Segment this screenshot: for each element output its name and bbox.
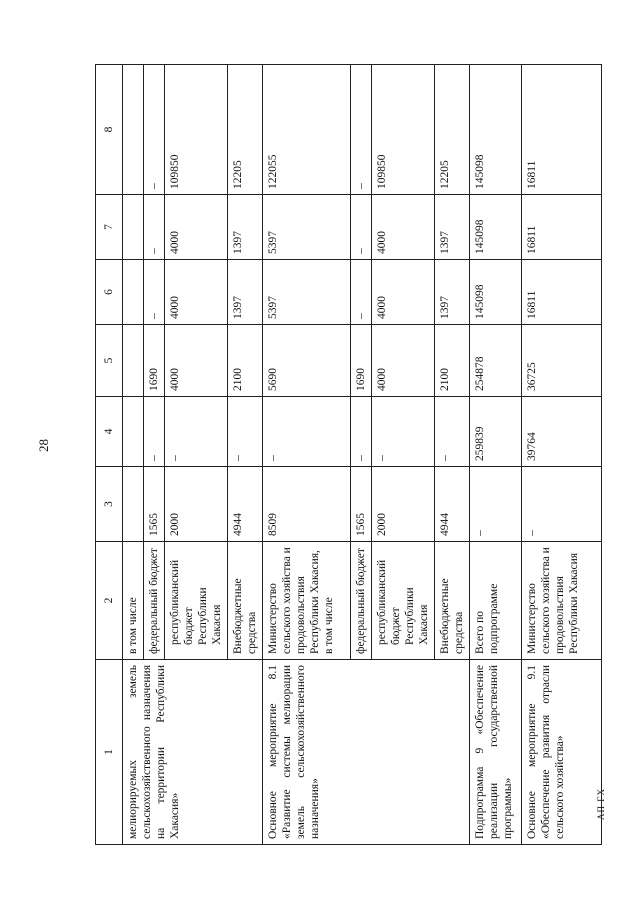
- value-cell: 109850: [372, 65, 435, 195]
- source-cell: Внебюджетные средства: [435, 542, 470, 660]
- col-header-5: 5: [96, 325, 123, 397]
- value-cell: –: [144, 65, 165, 195]
- value-cell: 2100: [435, 325, 470, 397]
- value-cell: 1690: [144, 325, 165, 397]
- value-cell: [123, 467, 144, 542]
- value-cell: 254878: [470, 325, 522, 397]
- value-cell: 1397: [228, 260, 263, 325]
- value-cell: –: [435, 397, 470, 467]
- value-cell: 1397: [228, 195, 263, 260]
- activity-name-cell: мелиорируемых земель сельскохозяйственного назначения на территории Республики Хакасия»: [123, 660, 263, 845]
- value-cell: 12205: [435, 65, 470, 195]
- value-cell: 8509: [263, 467, 351, 542]
- value-cell: [123, 397, 144, 467]
- value-cell: 4944: [435, 467, 470, 542]
- activity-name-cell: Основное мероприятие 8.1 «Развитие системы мелиорации земель сельскохозяйственного назначения»: [263, 660, 470, 845]
- value-cell: 5397: [263, 260, 351, 325]
- value-cell: 4000: [372, 325, 435, 397]
- value-cell: [123, 260, 144, 325]
- value-cell: 4000: [165, 260, 228, 325]
- value-cell: 1397: [435, 260, 470, 325]
- value-cell: –: [228, 397, 263, 467]
- value-cell: –: [144, 260, 165, 325]
- source-cell: федеральный бюджет: [144, 542, 165, 660]
- value-cell: 36725: [522, 325, 602, 397]
- col-header-1: 1: [96, 660, 123, 845]
- col-header-6: 6: [96, 260, 123, 325]
- value-cell: 122055: [263, 65, 351, 195]
- value-cell: 16811: [522, 65, 602, 195]
- value-cell: –: [372, 397, 435, 467]
- value-cell: 2000: [165, 467, 228, 542]
- value-cell: 2100: [228, 325, 263, 397]
- table-row: [522, 65, 602, 845]
- footer-mark: АП ГХ: [596, 788, 606, 820]
- value-cell: –: [165, 397, 228, 467]
- value-cell: –: [522, 467, 602, 542]
- activity-name-cell: Основное мероприятие 9.1 «Обеспечение развития отрасли сельского хозяйства»: [522, 660, 602, 845]
- col-header-7: 7: [96, 195, 123, 260]
- value-cell: 145098: [470, 195, 522, 260]
- value-cell: 2000: [372, 467, 435, 542]
- value-cell: 1397: [435, 195, 470, 260]
- col-header-2: 2: [96, 542, 123, 660]
- value-cell: 4000: [372, 260, 435, 325]
- value-cell: 4944: [228, 467, 263, 542]
- value-cell: 12205: [228, 65, 263, 195]
- col-header-8: 8: [96, 65, 123, 195]
- value-cell: 39764: [522, 397, 602, 467]
- value-cell: 16811: [522, 195, 602, 260]
- value-cell: 145098: [470, 260, 522, 325]
- rotated-table-container: [95, 65, 590, 845]
- value-cell: 1690: [351, 325, 372, 397]
- source-cell: республиканский бюджет Республики Хакасия: [165, 542, 228, 660]
- value-cell: 109850: [165, 65, 228, 195]
- value-cell: 4000: [372, 195, 435, 260]
- source-cell: в том числе: [123, 542, 144, 660]
- value-cell: [123, 195, 144, 260]
- col-header-4: 4: [96, 397, 123, 467]
- value-cell: [123, 65, 144, 195]
- table-row: [123, 65, 144, 845]
- source-cell: республиканский бюджет Республики Хакасия: [372, 542, 435, 660]
- header-row: [96, 65, 123, 845]
- source-cell: Министерство сельского хозяйства и продовольствия Республики Хакасия, в том числе: [263, 542, 351, 660]
- value-cell: –: [263, 397, 351, 467]
- page-number: 28: [36, 439, 51, 452]
- activity-name-cell: Подпрограмма 9 «Обеспечение реализации государственной программы»: [470, 660, 522, 845]
- value-cell: 259839: [470, 397, 522, 467]
- value-cell: –: [351, 195, 372, 260]
- value-cell: 1565: [351, 467, 372, 542]
- source-cell: Всего по подпрограмме: [470, 542, 522, 660]
- value-cell: 16811: [522, 260, 602, 325]
- table-row: [263, 65, 351, 845]
- budget-table: [95, 64, 602, 845]
- value-cell: –: [351, 397, 372, 467]
- value-cell: 5397: [263, 195, 351, 260]
- value-cell: 5690: [263, 325, 351, 397]
- source-cell: федеральный бюджет: [351, 542, 372, 660]
- col-header-3: 3: [96, 467, 123, 542]
- value-cell: 1565: [144, 467, 165, 542]
- value-cell: –: [144, 195, 165, 260]
- value-cell: –: [470, 467, 522, 542]
- value-cell: –: [351, 65, 372, 195]
- value-cell: –: [351, 260, 372, 325]
- value-cell: 145098: [470, 65, 522, 195]
- value-cell: [123, 325, 144, 397]
- value-cell: 4000: [165, 195, 228, 260]
- source-cell: Министерство сельского хозяйства и продовольствия Республики Хакасия: [522, 542, 602, 660]
- source-cell: Внебюджетные средства: [228, 542, 263, 660]
- value-cell: 4000: [165, 325, 228, 397]
- value-cell: –: [144, 397, 165, 467]
- table-row: [470, 65, 522, 845]
